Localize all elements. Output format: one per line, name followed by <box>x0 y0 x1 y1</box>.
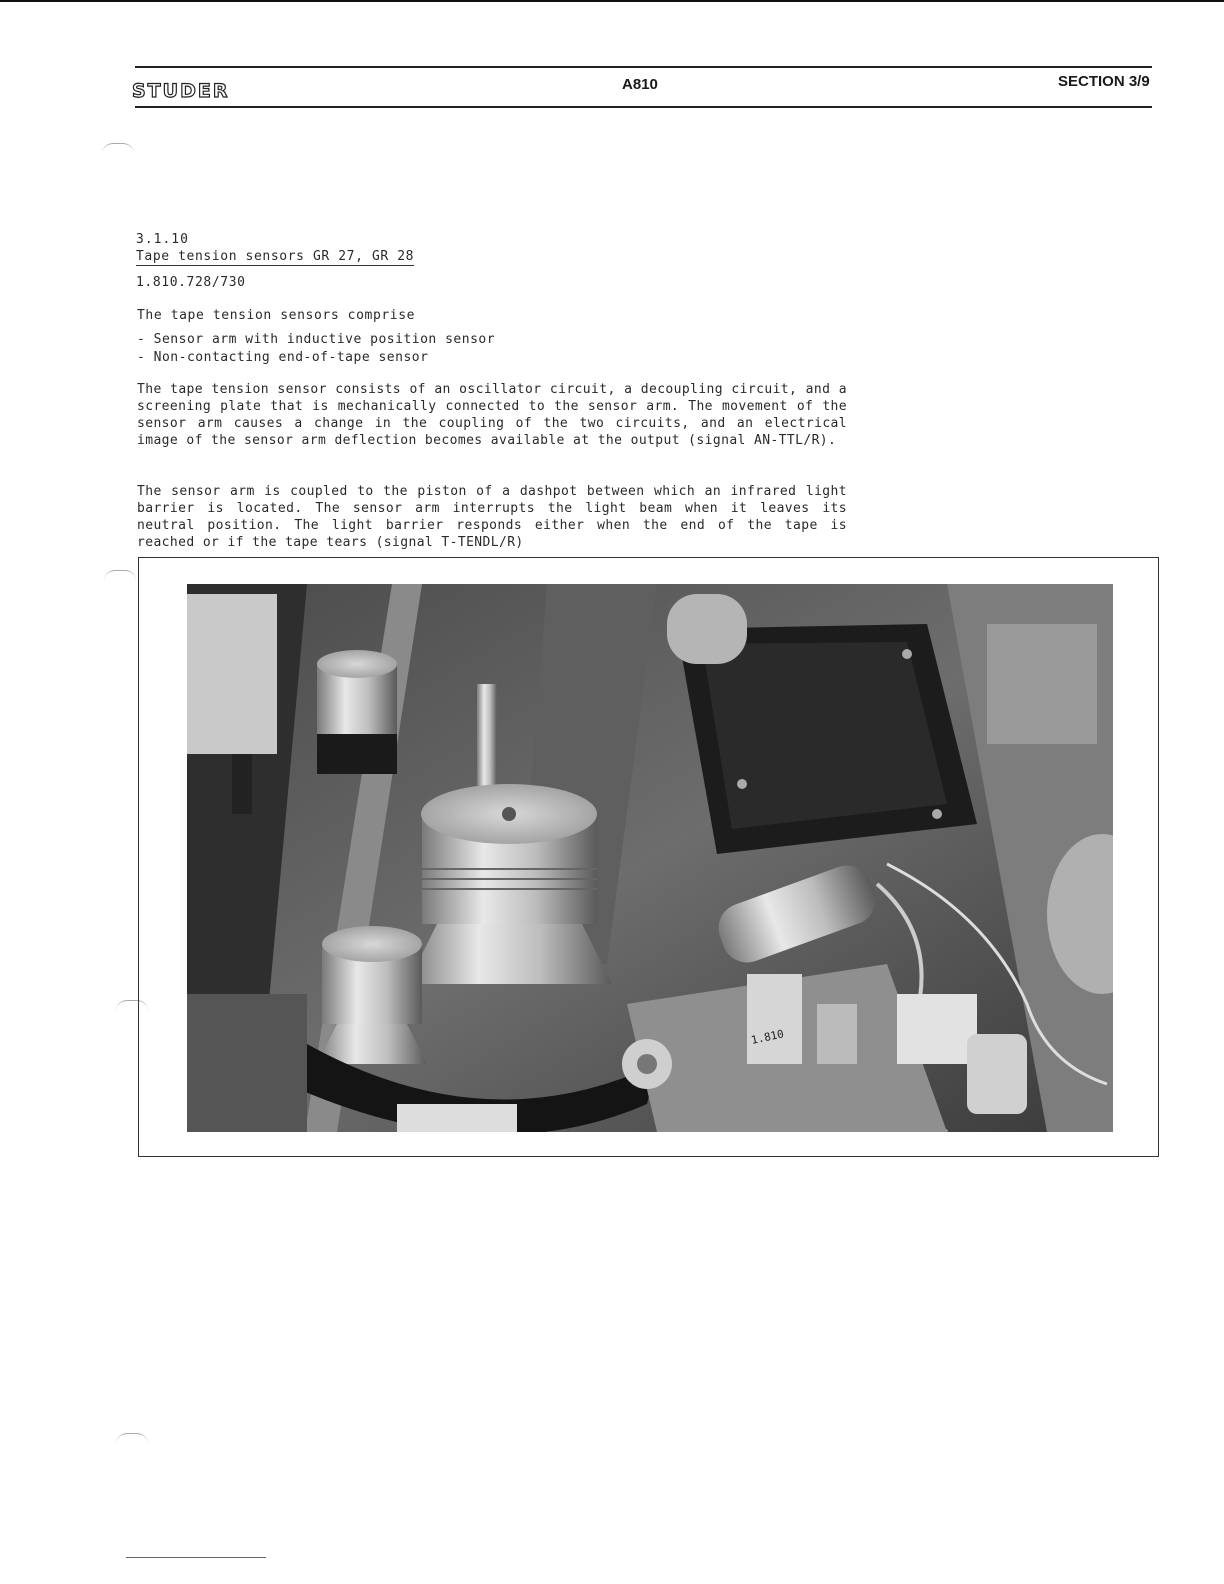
scan-top-edge <box>0 0 1224 2</box>
section-label: SECTION 3/9 <box>1058 73 1150 90</box>
header-rule-bottom <box>135 106 1152 108</box>
part-number: 1.810.728/730 <box>136 275 246 290</box>
tape-transport-photo <box>187 584 1113 1132</box>
photo-illustration <box>187 584 1113 1132</box>
scan-artifact-line <box>126 1557 266 1558</box>
component-list <box>137 331 495 367</box>
section-title: Tape tension sensors GR 27, GR 28 <box>136 249 415 264</box>
list-item: - Sensor arm with inductive position sensor <box>137 332 496 347</box>
part-label: 1.810 <box>749 1027 786 1047</box>
intro-text: The tape tension sensors comprise <box>137 308 416 323</box>
section-number: 3.1.10 <box>136 232 189 247</box>
punch-hole-mark <box>116 1433 148 1444</box>
model-name: A810 <box>622 76 658 93</box>
body-paragraph: The tape tension sensor consists of an oscillator circuit, a decoupling circuit, and a screening plate that is mechanically connected to the sensor arm. The movement of the sensor arm causes a change in the coupling of the two circuits, and an electrical image of the sensor arm deflection becomes available at the output (signal AN-TTL/R). <box>137 382 847 448</box>
studer-logo: STUDER <box>132 80 230 102</box>
punch-hole-mark <box>102 143 134 154</box>
header-rule-top <box>135 66 1152 68</box>
list-item: - Non-contacting end-of-tape sensor <box>137 350 429 365</box>
body-paragraph: The sensor arm is coupled to the piston of a dashpot between which an infrared light barrier is located. The sensor arm interrupts the light beam when it leaves its neutral position. The light barrier responds either when the end of the tape is reached or if the tape tears (signal T-TENDL/R) <box>137 484 847 550</box>
punch-hole-mark <box>104 570 136 581</box>
